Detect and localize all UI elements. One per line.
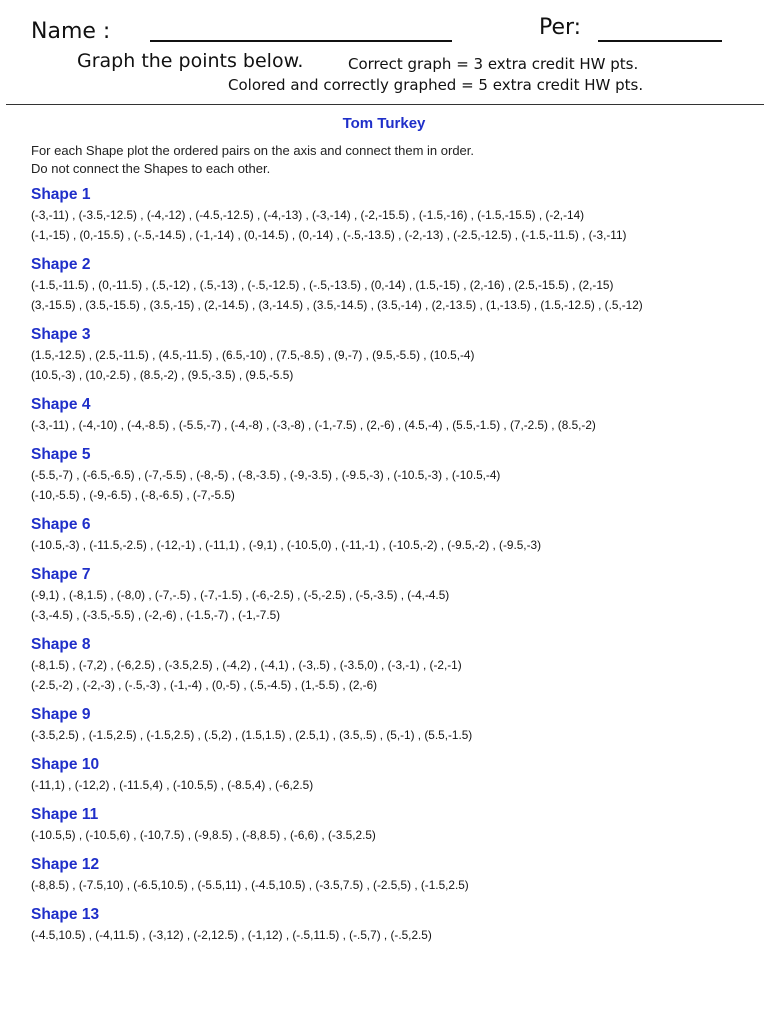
shape-points-line: (10.5,-3) , (10,-2.5) , (8.5,-2) , (9.5,-3.5) , (9.5,-5.5): [31, 368, 294, 382]
name-label: Name :: [31, 19, 111, 44]
shape-block: [31, 805, 761, 845]
intro-text: [31, 142, 474, 178]
shape-points-line: (3,-15.5) , (3.5,-15.5) , (3.5,-15) , (2,-14.5) , (3,-14.5) , (3.5,-14.5) , (3.5,-14) , (2,-13.5) , (1,-13.5) , (1.5,-12.5) , (.5,-12): [31, 298, 643, 312]
shape-block: [31, 565, 761, 625]
shape-block: [31, 255, 761, 315]
name-blank-line: [150, 40, 452, 42]
shape-points-line: (-3.5,2.5) , (-1.5,2.5) , (-1.5,2.5) , (.5,2) , (1.5,1.5) , (2.5,1) , (3.5,.5) , (5,-1) , (5.5,-1.5): [31, 728, 473, 742]
header-divider: [6, 104, 764, 105]
shape-points-line: (-10,-5.5) , (-9,-6.5) , (-8,-6.5) , (-7,-5.5): [31, 488, 235, 502]
shape-title: Shape 10: [31, 756, 100, 773]
shape-block: [31, 185, 761, 245]
shape-points-line: (-3,-11) , (-3.5,-12.5) , (-4,-12) , (-4.5,-12.5) , (-4,-13) , (-3,-14) , (-2,-15.5) , (-1.5,-16) , (-1.5,-15.5) , (-2,-14): [31, 208, 585, 222]
intro-line: Do not connect the Shapes to each other.: [31, 161, 271, 176]
shape-title: Shape 8: [31, 636, 91, 653]
shape-title: Shape 13: [31, 906, 100, 923]
shape-title: Shape 5: [31, 446, 91, 463]
shape-block: [31, 635, 761, 695]
shape-points-line: (-1,-15) , (0,-15.5) , (-.5,-14.5) , (-1,-14) , (0,-14.5) , (0,-14) , (-.5,-13.5) , (-2,-13) , (-2.5,-12.5) , (-1.5,-11.5) , (-3,-11): [31, 228, 627, 242]
shape-title: Shape 12: [31, 856, 100, 873]
shape-points-line: (-4.5,10.5) , (-4,11.5) , (-3,12) , (-2,12.5) , (-1,12) , (-.5,11.5) , (-.5,7) , (-.5,2.5): [31, 928, 432, 942]
credit-note-1: Correct graph = 3 extra credit HW pts.: [348, 55, 639, 73]
shape-points-line: (1.5,-12.5) , (2.5,-11.5) , (4.5,-11.5) , (6.5,-10) , (7.5,-8.5) , (9,-7) , (9.5,-5.5) , (10.5,-4): [31, 348, 475, 362]
shape-title: Shape 1: [31, 186, 91, 203]
shape-points-line: (-3,-11) , (-4,-10) , (-4,-8.5) , (-5.5,-7) , (-4,-8) , (-3,-8) , (-1,-7.5) , (2,-6) , (4.5,-4) , (5.5,-1.5) , (7,-2.5) , (8.5,-2): [31, 418, 596, 432]
shape-block: [31, 515, 761, 555]
shape-title: Shape 4: [31, 396, 91, 413]
shape-points-line: (-2.5,-2) , (-2,-3) , (-.5,-3) , (-1,-4) , (0,-5) , (.5,-4.5) , (1,-5.5) , (2,-6): [31, 678, 378, 692]
shape-points-line: (-10.5,5) , (-10.5,6) , (-10,7.5) , (-9,8.5) , (-8,8.5) , (-6,6) , (-3.5,2.5): [31, 828, 376, 842]
shape-title: Shape 6: [31, 516, 91, 533]
shape-points-line: (-3,-4.5) , (-3.5,-5.5) , (-2,-6) , (-1.5,-7) , (-1,-7.5): [31, 608, 281, 622]
credit-note-2: Colored and correctly graphed = 5 extra credit HW pts.: [228, 76, 644, 94]
shape-title: Shape 3: [31, 326, 91, 343]
shape-points-line: (-8,8.5) , (-7.5,10) , (-6.5,10.5) , (-5.5,11) , (-4.5,10.5) , (-3.5,7.5) , (-2.5,5) , (-1.5,2.5): [31, 878, 469, 892]
shape-block: [31, 705, 761, 745]
shape-points-line: (-10.5,-3) , (-11.5,-2.5) , (-12,-1) , (-11,1) , (-9,1) , (-10.5,0) , (-11,-1) , (-10.5,-2) , (-9.5,-2) , (-9.5,-3): [31, 538, 542, 552]
period-label: Per:: [539, 15, 582, 40]
period-blank-line: [598, 40, 722, 42]
shape-block: [31, 325, 761, 385]
intro-line: For each Shape plot the ordered pairs on the axis and connect them in order.: [31, 143, 474, 158]
shape-points-line: (-5.5,-7) , (-6.5,-6.5) , (-7,-5.5) , (-8,-5) , (-8,-3.5) , (-9,-3.5) , (-9.5,-3) , (-10.5,-3) , (-10.5,-4): [31, 468, 501, 482]
shape-block: [31, 905, 761, 945]
shape-title: Shape 9: [31, 706, 91, 723]
shape-block: [31, 755, 761, 795]
shape-block: [31, 445, 761, 505]
graph-instruction: Graph the points below.: [77, 50, 304, 72]
shape-title: Shape 7: [31, 566, 91, 583]
shape-title: Shape 11: [31, 806, 99, 823]
shape-points-line: (-1.5,-11.5) , (0,-11.5) , (.5,-12) , (.5,-13) , (-.5,-12.5) , (-.5,-13.5) , (0,-14) , (1.5,-15) , (2,-16) , (2.5,-15.5) , (2,-15): [31, 278, 614, 292]
shape-points-line: (-9,1) , (-8,1.5) , (-8,0) , (-7,-.5) , (-7,-1.5) , (-6,-2.5) , (-5,-2.5) , (-5,-3.5) , (-4,-4.5): [31, 588, 450, 602]
shape-title: Shape 2: [31, 256, 91, 273]
shape-block: [31, 395, 761, 435]
shape-block: [31, 855, 761, 895]
shape-list: [31, 185, 761, 955]
page-title: Tom Turkey: [342, 115, 426, 132]
worksheet-header: [0, 0, 768, 108]
shape-points-line: (-11,1) , (-12,2) , (-11.5,4) , (-10.5,5) , (-8.5,4) , (-6,2.5): [31, 778, 314, 792]
shape-points-line: (-8,1.5) , (-7,2) , (-6,2.5) , (-3.5,2.5) , (-4,2) , (-4,1) , (-3,.5) , (-3.5,0) , (-3,-1) , (-2,-1): [31, 658, 462, 672]
